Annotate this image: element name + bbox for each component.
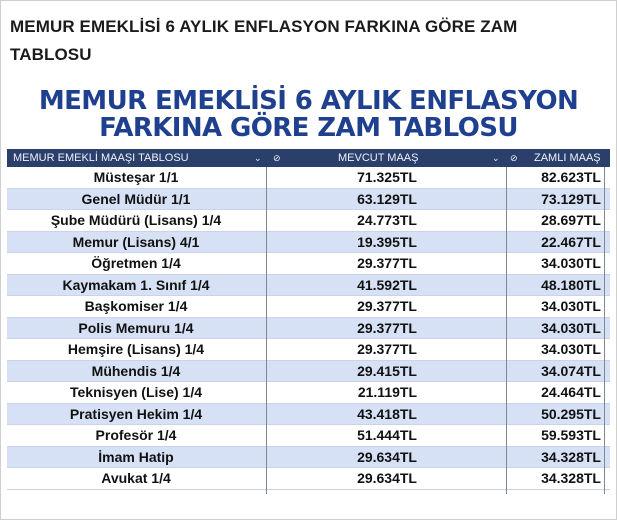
banner-line-2: FARKINA GÖRE ZAM TABLOSU <box>99 113 518 143</box>
cell-raised-salary: 28.697TL <box>541 212 601 228</box>
cell-raised-salary: 24.464TL <box>541 384 601 400</box>
cell-title: İmam Hatip <box>98 448 174 465</box>
cell-raised-salary: 34.030TL <box>541 255 601 271</box>
cell-title: Mühendis 1/4 <box>91 362 181 379</box>
cell-title: Avukat 1/4 <box>101 470 171 486</box>
table-row <box>7 361 610 383</box>
cell-current-salary: 51.444TL <box>357 427 417 443</box>
cell-raised-salary: 59.593TL <box>541 427 601 443</box>
cell-title: Memur (Lisans) 4/1 <box>72 233 200 250</box>
table-row <box>7 167 610 189</box>
table-row <box>7 404 610 426</box>
cell-raised-salary: 34.030TL <box>541 298 601 314</box>
cell-current-salary: 29.377TL <box>357 255 417 271</box>
table-row <box>7 275 610 297</box>
cell-title: Şube Müdürü (Lisans) 1/4 <box>50 212 222 228</box>
cell-current-salary: 43.418TL <box>357 405 417 422</box>
table-row <box>7 232 610 254</box>
table-row <box>7 318 610 340</box>
column-divider <box>266 167 267 494</box>
cell-title: Polis Memuru 1/4 <box>78 319 194 336</box>
cell-current-salary: 29.634TL <box>357 470 417 486</box>
table-row <box>7 339 610 361</box>
page-title: MEMUR EMEKLİSİ 6 AYLIK ENFLASYON FARKINA GÖRE ZAM TABLOSU <box>10 17 518 64</box>
cell-raised-salary: 48.180TL <box>541 276 601 293</box>
cell-raised-salary: 34.030TL <box>541 341 601 357</box>
cell-current-salary: 29.377TL <box>357 298 417 314</box>
table-row <box>7 425 610 447</box>
cell-current-salary: 29.415TL <box>357 362 417 379</box>
cell-title: Hemşire (Lisans) 1/4 <box>67 341 205 357</box>
cell-current-salary: 21.119TL <box>357 384 417 400</box>
cell-title: Kaymakam 1. Sınıf 1/4 <box>62 276 210 293</box>
table-row <box>7 210 610 232</box>
cell-current-salary: 41.592TL <box>357 276 417 293</box>
column-divider <box>506 167 507 494</box>
table-row <box>7 468 610 490</box>
table-header <box>7 149 610 167</box>
column-header-title: MEMUR EMEKLİ MAAŞI TABLOSU <box>13 152 189 164</box>
cell-current-salary: 29.377TL <box>357 319 417 336</box>
cell-raised-salary: 34.328TL <box>541 470 601 486</box>
cell-raised-salary: 50.295TL <box>541 405 601 422</box>
cell-current-salary: 29.377TL <box>357 341 417 357</box>
column-divider <box>604 167 605 494</box>
cell-title: Profesör 1/4 <box>95 427 177 443</box>
table-body <box>7 167 610 490</box>
banner-title <box>7 88 610 148</box>
table-row <box>7 296 610 318</box>
cell-current-salary: 29.634TL <box>357 448 417 465</box>
cell-current-salary: 24.773TL <box>357 212 417 228</box>
cell-raised-salary: 34.030TL <box>541 319 601 336</box>
cell-raised-salary: 73.129TL <box>541 190 601 207</box>
link-icon: ⊘ <box>510 153 518 163</box>
cell-title: Pratisyen Hekim 1/4 <box>69 405 203 422</box>
chevron-down-icon: ⌄ <box>492 153 500 163</box>
table-row <box>7 253 610 275</box>
cell-current-salary: 63.129TL <box>357 190 417 207</box>
cell-title: Teknisyen (Lise) 1/4 <box>69 384 202 400</box>
table-row <box>7 189 610 211</box>
cell-raised-salary: 34.328TL <box>541 448 601 465</box>
cell-current-salary: 19.395TL <box>357 233 417 250</box>
cell-title: Başkomiser 1/4 <box>84 298 188 314</box>
cell-title: Öğretmen 1/4 <box>91 255 181 271</box>
column-header-raised: ZAMLI MAAŞ <box>534 152 601 164</box>
cell-raised-salary: 34.074TL <box>541 362 601 379</box>
chevron-down-icon: ⌄ <box>254 153 262 163</box>
cell-raised-salary: 82.623TL <box>541 169 601 185</box>
cell-title: Genel Müdür 1/1 <box>81 190 191 207</box>
cell-raised-salary: 22.467TL <box>541 233 601 250</box>
cell-current-salary: 71.325TL <box>357 169 417 185</box>
banner-line-1: MEMUR EMEKLİSİ 6 AYLIK ENFLASYON <box>38 86 579 116</box>
table-row <box>7 447 610 469</box>
salary-table-image <box>7 88 610 498</box>
column-header-current: MEVCUT MAAŞ <box>338 152 419 164</box>
table-row <box>7 382 610 404</box>
link-icon: ⊘ <box>273 153 281 163</box>
cell-title: Müsteşar 1/1 <box>93 169 179 185</box>
